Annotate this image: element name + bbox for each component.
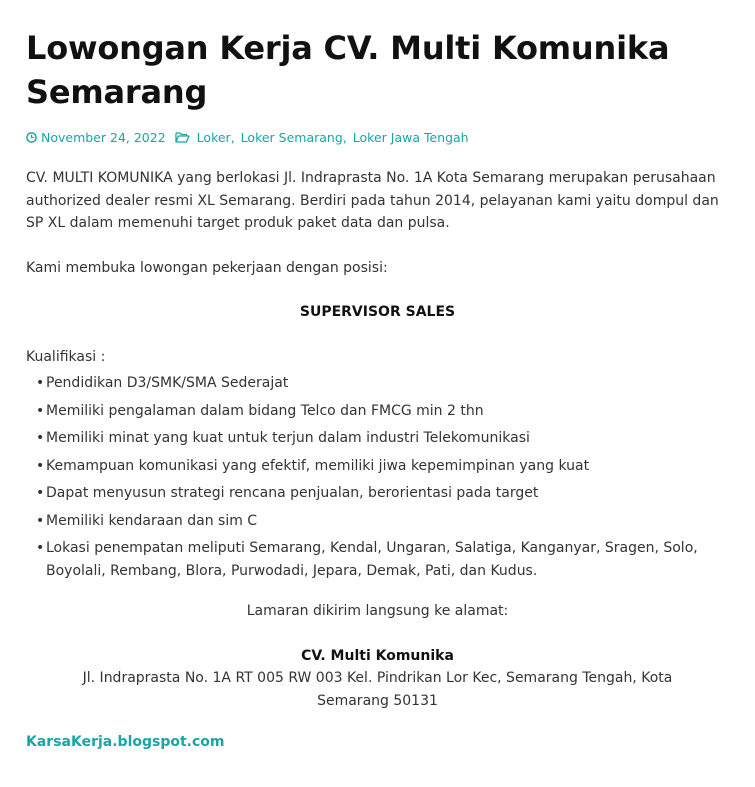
company-address: Jl. Indraprasta No. 1A RT 005 RW 003 Kel. Pindrikan Lor Kec, Semarang Tengah, Kota Semarang 50131 [82,670,673,709]
position-title: SUPERVISOR SALES [299,304,456,320]
source-credit: KarsaKerja.blogspot.com [26,734,225,750]
list-item: • Memiliki minat yang kuat untuk terjun dalam industri Telekomunikasi [36,430,530,446]
list-item: • Memiliki pengalaman dalam bidang Telco dan FMCG min 2 thn [36,402,484,419]
folder-open-icon [175,131,190,143]
category-link-loker-jawa-tengah[interactable]: Loker Jawa Tengah [352,129,469,145]
list-item: • Pendidikan D3/SMK/SMA Sederajat [36,375,289,391]
list-item: • Kemampuan komunikasi yang efektif, memiliki jiwa kepemimpinan yang kuat [36,457,590,474]
page-title: Lowongan Kerja CV. Multi Komunika Semarang [26,29,670,111]
send-instruction: Lamaran dikirim langsung ke alamat: [246,603,509,619]
opening-text: Kami membuka lowongan pekerjaan dengan posisi: [26,259,388,276]
post-date-link[interactable]: November 24, 2022 [41,129,166,145]
category-link-loker[interactable]: Loker [196,129,231,145]
qualifications-label: Kualifikasi : [26,348,106,365]
list-item: • Dapat menyusun strategi rencana penjualan, berorientasi pada target [36,485,539,501]
list-item: • Memiliki kendaraan dan sim C [36,512,258,529]
company-name: CV. Multi Komunika [301,647,454,664]
intro-paragraph: CV. MULTI KOMUNIKA yang berlokasi Jl. Indraprasta No. 1A Kota Semarang merupakan perusahaan authorized dealer resmi XL Semarang. Berdiri pada tahun 2014, pelayanan kami yaitu dompul dan SP XL dalam memenuhi target produk paket data dan pulsa. [26,170,719,231]
category-link-loker-semarang[interactable]: Loker Semarang [240,129,343,145]
post-meta: November 24, 2022 Loker , Loker Semarang , Loker Jawa Tengah [26,128,729,146]
list-item: • Lokasi penempatan meliputi Semarang, Kendal, Ungaran, Salatiga, Kanganyar, Sragen, Solo, Boyolali, Rembang, Blora, Purwodadi, Jepara, Demak, Pati, dan Kudus. [36,540,698,579]
qualifications-list [26,372,729,582]
clock-icon [26,132,37,143]
